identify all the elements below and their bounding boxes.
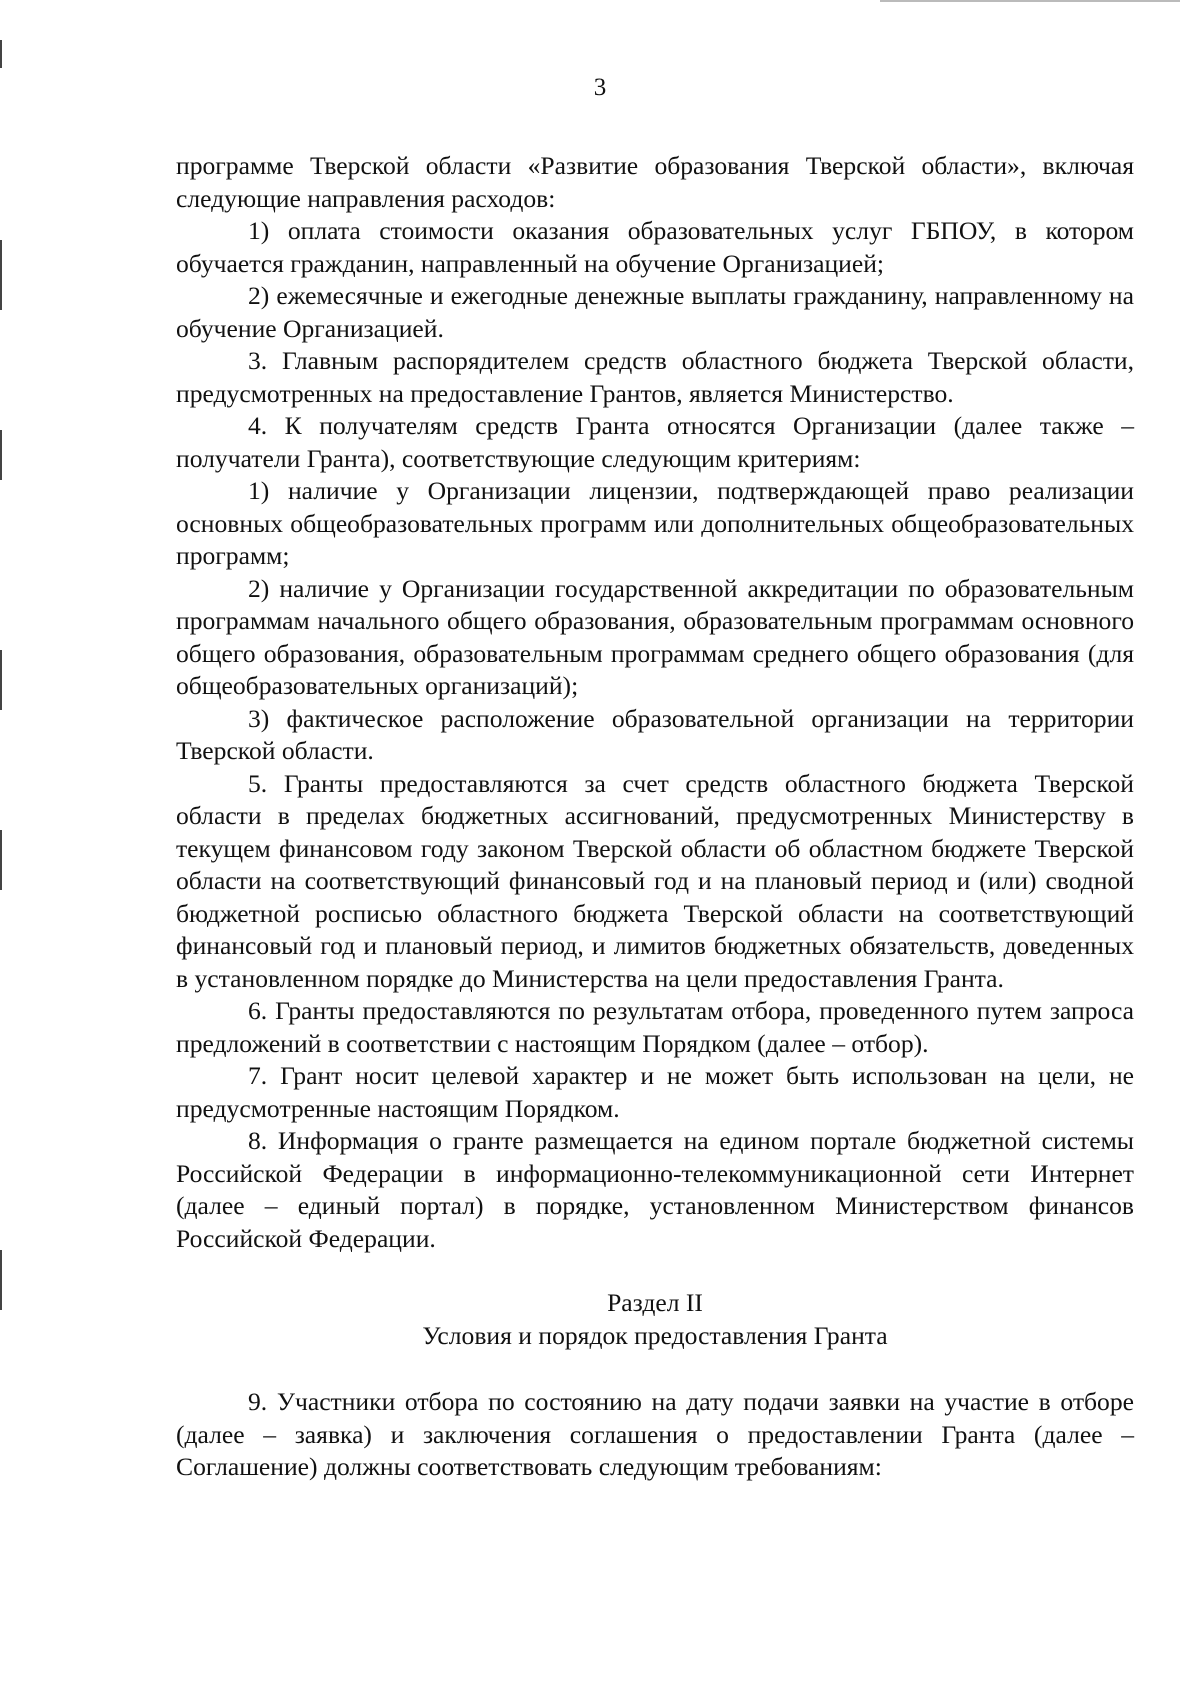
scan-edge-mark bbox=[0, 830, 2, 890]
paragraph: 6. Гранты предоставляются по результатам отбора, проведенного путем запроса предложений в соответствии с настоящим Порядком (далее – отбор). bbox=[176, 996, 1134, 1058]
page-number: 3 bbox=[593, 74, 607, 101]
scan-edge-mark bbox=[0, 40, 2, 68]
paragraph: 7. Грант носит целевой характер и не может быть использован на цели, не предусмотренные настоящим Порядком. bbox=[176, 1061, 1134, 1123]
scan-edge-mark bbox=[0, 650, 2, 710]
paragraph: 4. К получателям средств Гранта относятся Организации (далее также – получатели Гранта), соответствующие следующим критериям: bbox=[176, 411, 1134, 473]
paragraph: 3) фактическое расположение образовательной организации на территории Тверской области. bbox=[176, 703, 1134, 765]
paragraph: 1) оплата стоимости оказания образовательных услуг ГБПОУ, в котором обучается гражданин, направленный на обучение Организацией; bbox=[176, 216, 1134, 278]
scan-edge-mark bbox=[0, 1250, 2, 1310]
section-label: Раздел II bbox=[607, 1288, 703, 1317]
paragraph: 5. Гранты предоставляются за счет средств областного бюджета Тверской области в пределах бюджетных ассигнований, предусмотренных Министерству в текущем финансовом году законом Тверской области об областном бюджете Тверской области на соответствующий финансовый год и на плановый период и (или) сводной бюджетной росписью областного бюджета Тверской области на соответствующий финансовый год и плановый период, и лимитов бюджетных обязательств, доведенных в установленном порядке до Министерства на цели предоставления Гранта. bbox=[176, 768, 1134, 993]
document-body bbox=[176, 150, 1134, 1484]
paragraph: 1) наличие у Организации лицензии, подтверждающей право реализации основных общеобразовательных программ или дополнительных общеобразовательных программ; bbox=[176, 476, 1134, 570]
paragraph: 8. Информация о гранте размещается на едином портале бюджетной системы Российской Федерации в информационно-телекоммуникационной сети Интернет (далее – единый портал) в порядке, установленном Министерством финансов Российской Федерации. bbox=[176, 1126, 1134, 1253]
scan-edge-mark bbox=[0, 430, 2, 480]
paragraph: 9. Участники отбора по состоянию на дату подачи заявки на участие в отборе (далее – заявка) и заключения соглашения о предоставлении Гранта (далее – Соглашение) должны соответствовать следующим требованиям: bbox=[176, 1387, 1134, 1481]
scan-edge-mark bbox=[880, 0, 1180, 2]
paragraph: программе Тверской области «Развитие образования Тверской области», включая следующие направления расходов: bbox=[176, 151, 1134, 213]
section-title: Условия и порядок предоставления Гранта bbox=[422, 1320, 888, 1350]
paragraph: 3. Главным распорядителем средств областного бюджета Тверской области, предусмотренных на предоставление Грантов, является Министерство. bbox=[176, 346, 1134, 408]
scan-edge-mark bbox=[0, 240, 2, 310]
paragraph: 2) ежемесячные и ежегодные денежные выплаты гражданину, направленному на обучение Организацией. bbox=[176, 281, 1134, 343]
paragraph: 2) наличие у Организации государственной аккредитации по образовательным программам начального общего образования, образовательным программам основного общего образования, образовательным программам среднего общего образования (для общеобразовательных организаций); bbox=[176, 573, 1134, 700]
section-heading bbox=[176, 1287, 1134, 1352]
